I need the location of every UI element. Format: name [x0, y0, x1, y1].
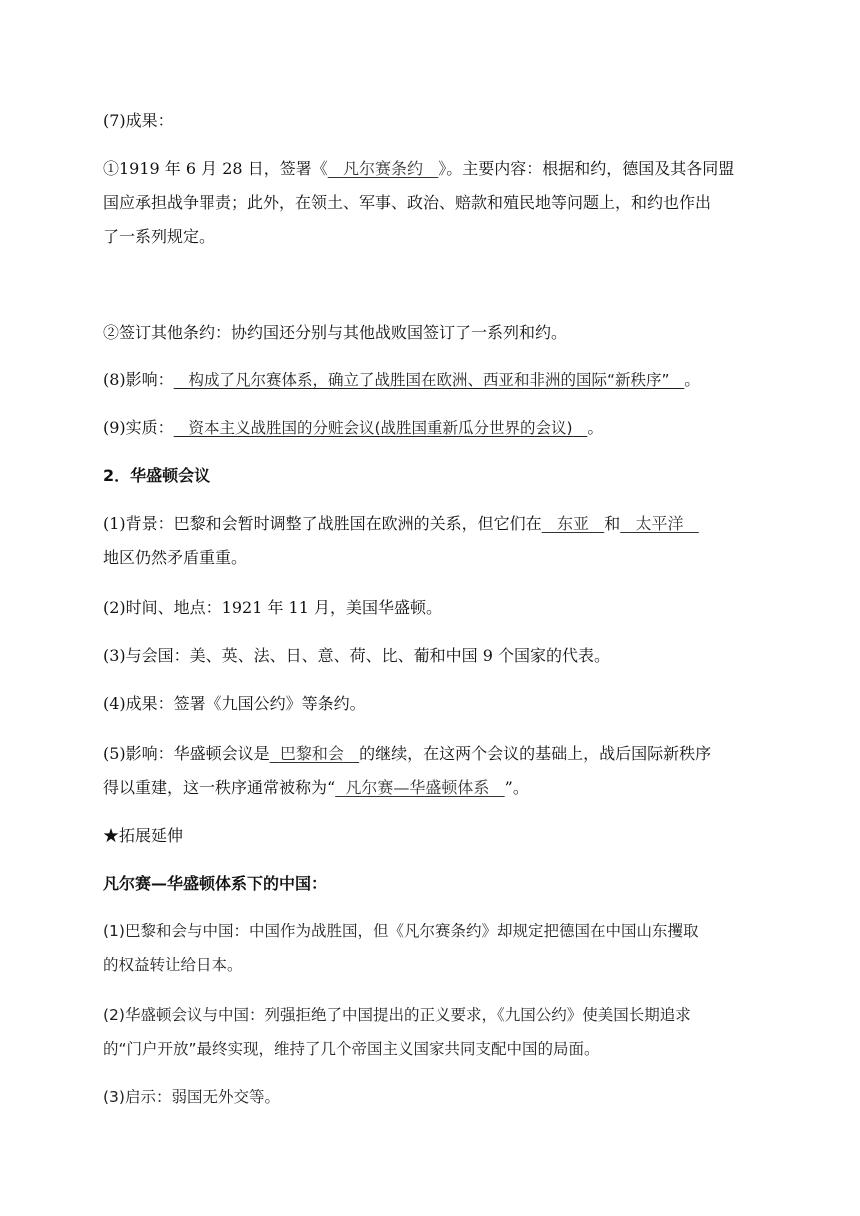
washington-2: (2)时间、地点：1921 年 11 月，美国华盛顿。 [103, 598, 443, 617]
washington-3: (3)与会国：美、英、法、日、意、荷、比、葡和中国 9 个国家的代表。 [103, 646, 611, 665]
section-8-line: (8)影响： 构成了凡尔赛体系，确立了战胜国在欧洲、西亚和非洲的国际“新秩序” 。 [103, 370, 701, 389]
answer-blank: 构成了凡尔赛体系，确立了战胜国在欧洲、西亚和非洲的国际“新秩序” [188, 371, 670, 389]
answer-blank: 凡尔赛条约 [342, 159, 423, 178]
extension-title: 凡尔赛—华盛顿体系下的中国： [103, 874, 328, 893]
washington-5-line-1: (5)影响：华盛顿会议是 巴黎和会 的继续，在这两个会议的基础上，战后国际新秩序 [103, 744, 712, 763]
china-3: (3)启示：弱国无外交等。 [103, 1088, 280, 1106]
section-7-line-3: 了一系列规定。 [103, 227, 216, 246]
china-1-line-2: 的权益转让给日本。 [103, 956, 243, 974]
china-2-line-2: 的“门户开放”最终实现，维持了几个帝国主义国家共同支配中国的局面。 [103, 1040, 600, 1058]
answer-blank: 凡尔赛—华盛顿体系 [345, 778, 490, 797]
section-7-heading: (7)成果： [103, 111, 174, 130]
washington-4: (4)成果：签署《九国公约》等条约。 [103, 694, 366, 713]
china-1-line-1: (1)巴黎和会与中国：中国作为战胜国，但《凡尔赛条约》却规定把德国在中国山东攫取 [103, 922, 699, 940]
washington-5-line-2: 得以重建，这一秩序通常被称为“ 凡尔赛—华盛顿体系 ”。 [103, 778, 529, 797]
section-7-line-4: ②签订其他条约：协约国还分别与其他战败国签订了一系列和约。 [103, 323, 568, 342]
section-2-heading: 2．华盛顿会议 [103, 466, 211, 485]
section-9-line: (9)实质： 资本主义战胜国的分赃会议(战胜国重新瓜分世界的会议) 。 [103, 418, 604, 437]
washington-1-line-2: 地区仍然矛盾重重。 [103, 548, 248, 567]
answer-blank: 巴黎和会 [279, 744, 344, 763]
section-7-line-1: ①1919 年 6 月 28 日，签署《 凡尔赛条约 》。主要内容：根据和约，德国及其各同盟 [103, 159, 735, 178]
answer-blank: 东亚 [556, 514, 589, 533]
answer-blank: 太平洋 [635, 514, 684, 533]
section-7-line-2: 国应承担战争罪责；此外，在领土、军事、政治、赔款和殖民地等问题上，和约也作出 [103, 193, 712, 212]
washington-1-line-1: (1)背景：巴黎和会暂时调整了战胜国在欧洲的关系，但它们在 东亚 和 太平洋 [103, 507, 763, 540]
answer-blank: 资本主义战胜国的分赃会议(战胜国重新瓜分世界的会议) [188, 419, 573, 437]
china-2-line-1: (2)华盛顿会议与中国：列强拒绝了中国提出的正义要求，《九国公约》使美国长期追求 [103, 1006, 691, 1024]
extension-heading: ★拓展延伸 [103, 826, 184, 845]
